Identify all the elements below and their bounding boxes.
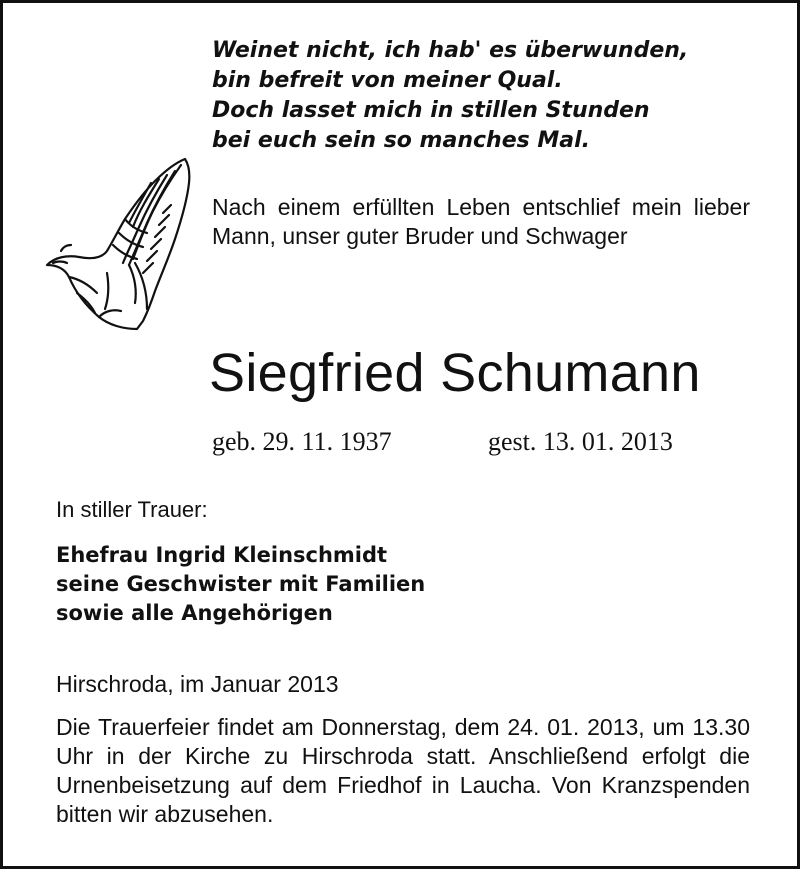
mourner-line: sowie alle Angehörigen xyxy=(56,601,333,625)
praying-hands-icon xyxy=(43,153,198,333)
birth-date: geb. 29. 11. 1937 xyxy=(212,427,392,456)
mourner-line: seine Geschwister mit Familien xyxy=(56,572,426,596)
place-and-date: Hirschroda, im Januar 2013 xyxy=(56,671,339,697)
poem-line: bei euch sein so manches Mal. xyxy=(212,128,591,153)
poem-line: Doch lasset mich in stillen Stunden xyxy=(212,98,650,123)
poem-line: bin befreit von meiner Qual. xyxy=(212,68,563,93)
mourner-line: Ehefrau Ingrid Kleinschmidt xyxy=(56,543,388,567)
mourning-heading: In stiller Trauer: xyxy=(56,497,208,522)
death-date: gest. 13. 01. 2013 xyxy=(488,427,673,456)
poem-line: Weinet nicht, ich hab' es überwunden, xyxy=(212,38,689,63)
life-dates xyxy=(212,425,772,459)
memorial-poem xyxy=(212,36,772,156)
funeral-service-info: Die Trauerfeier findet am Donnerstag, dem 24. 01. 2013, um 13.30 Uhr in der Kirche zu Hirschroda statt. Anschließend erfolgt die Urnenbeisetzung auf dem Friedhof in Laucha. Von Kranzspenden bitten wir abzusehen. xyxy=(56,714,750,827)
intro-text: Nach einem erfüllten Leben entschlief mein lieber Mann, unser guter Bruder und Schwager xyxy=(212,194,750,249)
mourners-list xyxy=(56,541,425,628)
deceased-name: Siegfried Schumann xyxy=(209,343,701,403)
